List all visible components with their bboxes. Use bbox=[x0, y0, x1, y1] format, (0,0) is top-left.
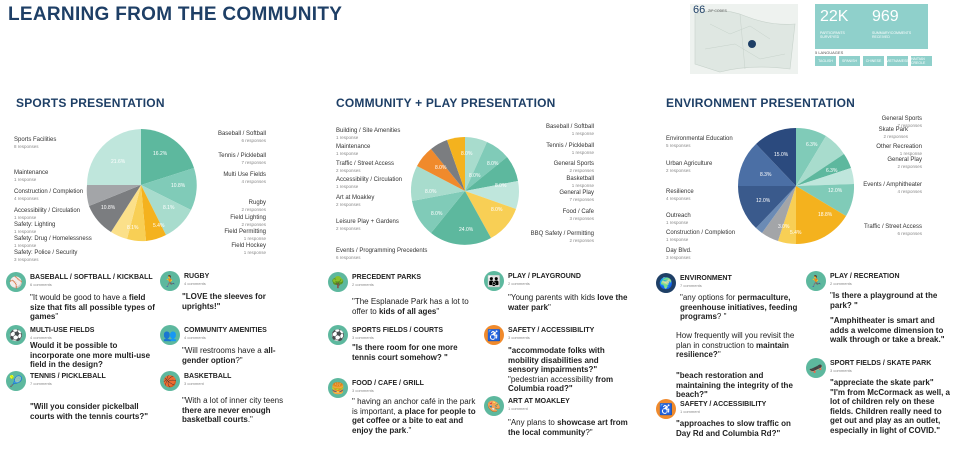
pct-label: 8.0% bbox=[487, 161, 499, 167]
zip-count-label: ZIP CODES bbox=[708, 9, 727, 13]
quote: "accommodate folks with mobility disabilities and sensory impairments?" "pedestrian accessibility from Columbia road?" bbox=[508, 346, 614, 393]
tennis-icon: 🎾 bbox=[6, 371, 26, 391]
play-left-label: Events / Programming Precedents 6 responses bbox=[336, 248, 428, 260]
sports-right-label: Rugby 2 responses bbox=[241, 200, 266, 212]
pct-label: 6.3% bbox=[826, 168, 838, 174]
play-right-label: Basketball 1 response bbox=[566, 176, 594, 188]
runner-icon: 🏃 bbox=[806, 271, 826, 291]
env-title: ENVIRONMENT PRESENTATION bbox=[666, 96, 856, 110]
sports-left-label: Sports Facilities 8 responses bbox=[14, 137, 57, 149]
sports-left-label: Safety: Police / Security 3 responses bbox=[14, 250, 78, 262]
quote: "appreciate the skate park" "I'm from McCormack as well, a lot of children rely on these fields. Children really need to get out and play as an outlet, especially in light of COVID." bbox=[830, 378, 950, 435]
sports-left-label: Construction / Completion 4 responses bbox=[14, 189, 84, 201]
quote: How frequently will you revisit the plan in construction to maintain resilience?" bbox=[676, 331, 795, 359]
cat-baseball: ⚾ BASEBALL / SOFTBALL / KICKBALL 6 comments bbox=[6, 272, 153, 292]
map-graphic bbox=[690, 4, 798, 74]
stat-participants-label: PARTICIPANTS SURVEYED bbox=[820, 31, 845, 39]
env-right-label: General Play 2 responses bbox=[887, 157, 922, 169]
play-left-label: Art at Moakley 2 responses bbox=[336, 195, 375, 207]
pct-label: 8.0% bbox=[431, 211, 443, 217]
art-icon: 🎨 bbox=[484, 396, 504, 416]
play-right-label: General Sports 2 responses bbox=[553, 161, 594, 173]
stat-comments-label: SUMMARY/COMMENTS RECEIVED bbox=[872, 31, 912, 39]
play-left-label: Building / Site Amenities 1 response bbox=[336, 128, 401, 140]
language-tags bbox=[815, 56, 932, 66]
pct-label: 15.0% bbox=[774, 152, 789, 158]
quote: " having an anchor café in the park is important, a place for people to get coffee or a bite to eat and enjoy the park." bbox=[352, 397, 476, 435]
field-icon: ⚽ bbox=[328, 325, 348, 345]
play-right-label: General Play 7 responses bbox=[559, 190, 594, 202]
pct-label: 8.0% bbox=[469, 173, 481, 179]
play-left-label: Accessibility / Circulation 1 response bbox=[336, 177, 403, 189]
accessibility-icon: ♿ bbox=[484, 325, 504, 345]
zip-map bbox=[690, 4, 798, 74]
sports-right-label: Multi Use Fields 4 responses bbox=[223, 172, 266, 184]
stat-comments: 969 bbox=[872, 8, 899, 25]
tag: CHINESE bbox=[863, 56, 884, 66]
accessibility-icon: ♿ bbox=[656, 399, 676, 419]
sports-right-label: Baseball / Softball 6 responses bbox=[217, 131, 266, 143]
tag: VIETNAMESE bbox=[887, 56, 908, 66]
quote: "Is there a playground at the park? " bbox=[830, 291, 938, 310]
quote: "Will restrooms have a all-gender option?" bbox=[182, 346, 276, 365]
pct-label: 8.1% bbox=[163, 205, 175, 211]
cat-env-safety: ♿ SAFETY / ACCESSIBILITY 1 comment bbox=[656, 399, 766, 419]
env-right-label: Events / Amphitheater 4 responses bbox=[863, 182, 922, 194]
pct-label: 16.2% bbox=[153, 151, 168, 157]
sports-title: SPORTS PRESENTATION bbox=[16, 96, 165, 110]
pct-label: 8.0% bbox=[425, 189, 437, 195]
quote: "Is there room for one more tennis court somehow? " bbox=[352, 343, 458, 362]
env-left-label: Construction / Completion 1 response bbox=[666, 230, 736, 242]
cat-play-recreation: 🏃 PLAY / RECREATION 2 comments bbox=[806, 271, 900, 291]
cat-food: 🍔 FOOD / CAFE / GRILL 3 comments bbox=[328, 378, 424, 398]
play-title: COMMUNITY + PLAY PRESENTATION bbox=[336, 96, 556, 110]
play-right-label: Baseball / Softball 1 response bbox=[545, 124, 594, 136]
cat-tennis: 🎾 TENNIS / PICKLEBALL 7 comments bbox=[6, 371, 106, 391]
play-left-label: Traffic / Street Access 2 responses bbox=[336, 161, 395, 173]
cat-art: 🎨 ART AT MOAKLEY 1 comment bbox=[484, 396, 570, 416]
quote: "beach restoration and maintaining the integrity of the beach?" bbox=[676, 371, 793, 399]
sports-left-label: Safety: Drug / Homelessness 1 response bbox=[14, 236, 92, 248]
quote: "Young parents with kids love the water park" bbox=[508, 293, 628, 312]
env-left-label: Environmental Education 5 responses bbox=[666, 136, 733, 148]
grill-icon: 🍔 bbox=[328, 378, 348, 398]
sports-pie bbox=[82, 126, 200, 244]
pct-label: 8.0% bbox=[491, 207, 503, 213]
pct-label: 12.0% bbox=[828, 188, 843, 194]
env-left-label: Outreach 1 response bbox=[666, 213, 691, 225]
env-right-label: Skate Park 2 responses bbox=[878, 127, 908, 139]
cat-precedent: 🌳 PRECEDENT PARKS 2 comments bbox=[328, 272, 421, 292]
env-right-label: Other Recreation 1 response bbox=[876, 144, 922, 156]
quote: "With a lot of inner city teens there are never enough basketball courts." bbox=[182, 396, 284, 424]
cat-safety: ♿ SAFETY / ACCESSIBILITY 3 comments bbox=[484, 325, 594, 345]
sports-right-label: Field Permitting 1 response bbox=[224, 229, 266, 241]
quote: "The Esplanade Park has a lot to offer to kids of all ages" bbox=[352, 297, 469, 316]
env-left-label: Resilience 4 responses bbox=[666, 189, 694, 201]
sports-right-label: Tennis / Pickleball 7 responses bbox=[218, 153, 266, 165]
play-right-label: Food / Cafe 3 responses bbox=[562, 209, 594, 221]
sports-left-label: Maintenance 1 response bbox=[14, 170, 49, 182]
field-icon: ⚽ bbox=[6, 325, 26, 345]
pct-label: 6.3% bbox=[806, 142, 818, 148]
cat-environment: 🌍 ENVIRONMENT 7 comments bbox=[656, 273, 732, 293]
sports-right-label: Field Hockey 1 response bbox=[231, 243, 266, 255]
pct-label: 8.0% bbox=[461, 151, 473, 157]
pct-label: 8.0% bbox=[435, 165, 447, 171]
pct-label: 24.0% bbox=[459, 227, 474, 233]
stats-box bbox=[815, 4, 928, 49]
pct-label: 12.0% bbox=[756, 198, 771, 204]
stat-participants: 22K bbox=[820, 8, 849, 25]
play-left-label: Maintenance 1 response bbox=[336, 144, 371, 156]
quote: "any options for permaculture, greenhouse initiatives, feeding programs? " bbox=[680, 293, 798, 321]
play-right-label: Tennis / Pickleball 1 response bbox=[546, 143, 594, 155]
stats-subcaption: 5 LANGUAGES bbox=[815, 50, 844, 55]
zip-count: 66 bbox=[693, 4, 706, 16]
pct-label: 5.4% bbox=[790, 230, 802, 236]
pct-label: 10.8% bbox=[171, 183, 186, 189]
pct-label: 10.8% bbox=[101, 205, 116, 211]
quote: "Any plans to showcase art from the local community?" bbox=[508, 418, 628, 437]
globe-icon: 🌍 bbox=[656, 273, 676, 293]
cat-skate-park: 🛹 SPORT FIELDS / SKATE PARK 3 comments bbox=[806, 358, 931, 378]
quote: "It would be good to have a field size that fits all possible types of games" bbox=[30, 293, 155, 321]
family-icon: 👪 bbox=[484, 271, 504, 291]
pct-label: 8.0% bbox=[495, 183, 507, 189]
play-left-label: Leisure Play + Gardens 2 responses bbox=[336, 219, 399, 231]
tag: SPANISH bbox=[839, 56, 860, 66]
cat-playground: 👪 PLAY / PLAYGROUND 2 comments bbox=[484, 271, 581, 291]
pct-label: 3.0% bbox=[778, 224, 790, 230]
cat-amenities: 👥 COMMUNITY AMENITIES 4 comments bbox=[160, 325, 267, 345]
tag: TAGLISH bbox=[815, 56, 836, 66]
quote: "approaches to slow traffic on Day Rd and Columbia Rd?" bbox=[676, 419, 791, 438]
env-pie bbox=[734, 124, 858, 248]
quote: Would it be possible to incorporate one more multi-use field in the design? bbox=[30, 341, 151, 369]
tag: HAITIAN CREOLE bbox=[911, 56, 932, 66]
pct-label: 5.4% bbox=[153, 223, 165, 229]
pct-label: 8.1% bbox=[127, 225, 139, 231]
sports-left-label: Safety: Lighting 1 response bbox=[14, 222, 56, 234]
runner-icon: 🏃 bbox=[160, 271, 180, 291]
pct-label: 18.8% bbox=[818, 212, 833, 218]
people-icon: 👥 bbox=[160, 325, 180, 345]
skate-icon: 🛹 bbox=[806, 358, 826, 378]
cat-sportsfields: ⚽ SPORTS FIELDS / COURTS 3 comments bbox=[328, 325, 443, 345]
basketball-icon: 🏀 bbox=[160, 371, 180, 391]
cat-multiuse: ⚽ MULTI-USE FIELDS 4 comments bbox=[6, 325, 94, 345]
cat-basketball: 🏀 BASKETBALL 3 comment bbox=[160, 371, 231, 391]
pct-label: 21.6% bbox=[111, 159, 126, 165]
baseball-icon: ⚾ bbox=[6, 272, 26, 292]
quote: "LOVE the sleeves for uprights!" bbox=[182, 292, 266, 311]
sports-left-label: Accessibility / Circulation 1 response bbox=[14, 208, 81, 220]
env-left-label: Urban Agriculture 2 responses bbox=[666, 161, 713, 173]
pct-label: 8.3% bbox=[760, 172, 772, 178]
tree-icon: 🌳 bbox=[328, 272, 348, 292]
env-left-label: Day Blvd. 3 responses bbox=[666, 248, 692, 260]
page-title: LEARNING FROM THE COMMUNITY bbox=[8, 4, 343, 25]
sports-right-label: Field Lighting 2 responses bbox=[230, 215, 266, 227]
env-right-label: General Sports 7 responses bbox=[881, 116, 922, 128]
quote: "Amphitheater is smart and adds a welcome dimension to walk through or take a break." bbox=[830, 316, 945, 344]
play-right-label: BBQ Safety / Permitting 2 responses bbox=[530, 231, 594, 243]
env-right-label: Traffic / Street Access 6 responses bbox=[863, 224, 922, 236]
cat-rugby: 🏃 RUGBY 4 comments bbox=[160, 271, 209, 291]
quote: "Will you consider pickelball courts with the tennis courts?" bbox=[30, 402, 149, 421]
play-pie bbox=[408, 134, 522, 248]
